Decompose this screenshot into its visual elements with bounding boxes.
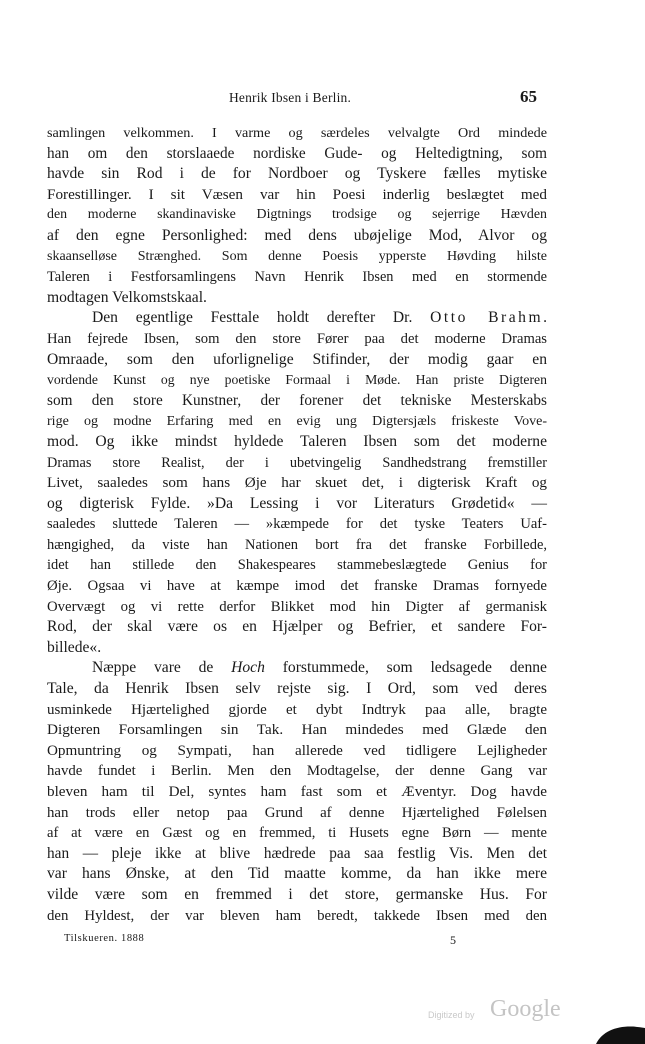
text-line: saaledes sluttede Taleren — »kæmpede for det tyske Teaters Uaf- (47, 516, 547, 533)
text-line: vordende Kunst og nye poetiske Formaal i Møde. Han priste Digteren (47, 372, 547, 388)
body-text (47, 123, 547, 926)
text-line: vilde være som en fremmed i det store, germanske Hus. For (47, 885, 547, 903)
signature-number: 5 (450, 933, 456, 947)
watermark-prefix: Digitized by (428, 1010, 475, 1020)
text-line: mod. Og ikke mindst hyldede Taleren Ibsen som det moderne (47, 432, 547, 450)
text-line: samlingen velkommen. I varme og særdeles velvalgte Ord mindede (47, 125, 547, 141)
italic-word: Hoch (231, 659, 265, 677)
paragraph-opening-line: Den egentlige Festtale holdt derefter Dr. Otto Brahm. (92, 309, 547, 327)
text-line: som den store Kunstner, der forener det tekniske Mesterskabs (47, 391, 547, 409)
page-number: 65 (520, 87, 537, 106)
corner-curl-shape (590, 1018, 645, 1044)
text-line: den Hyldest, der var bleven ham beredt, takkede Ibsen med den (47, 907, 547, 924)
text-line: han — pleje ikke at blive hædrede paa saa festlig Vis. Men det (47, 844, 547, 862)
paragraph-opening-line: Næppe vare de Hoch forstummede, som ledsagede denne (92, 659, 547, 677)
text-line: Han fejrede Ibsen, som den store Fører paa det moderne Dramas (47, 330, 547, 347)
text-line: Opmuntring og Sympati, han allerede ved tidligere Lejligheder (47, 741, 547, 759)
signature-mark: Tilskueren. 1888 (64, 933, 145, 944)
text-line: skaanselløse Strænghed. Som denne Poesis ypperste Høvding hilste (47, 248, 547, 264)
text-line: Omraade, som den uforlignelige Stifinder, der modig gaar en (47, 350, 547, 368)
text-line: Dramas store Realist, der i ubetvingelig Sandhedstrang fremstiller (47, 454, 547, 471)
text-line: Digteren Forsamlingen sin Tak. Han mindedes med Glæde den (47, 721, 547, 739)
text-line: rige og modne Erfaring med en evig ung Digtersjæls friskeste Vove- (47, 413, 547, 430)
text-line: havde sin Rod i de for Nordboer og Tyskere fælles mytiske (47, 165, 547, 183)
text-line: Overvægt og vi rette derfor Blikket mod hin Digter af germanisk (47, 598, 547, 615)
text-line: Livet, saaledes som hans Øje har skuet det, i digterisk Kraft og (47, 474, 547, 492)
text-line: Taleren i Festforsamlingens Navn Henrik Ibsen med en stormende (47, 269, 547, 286)
text-line: Rod, der skal være os en Hjælper og Befrier, et sandere For- (47, 618, 547, 636)
text-line: modtagen Velkomstskaal. (47, 288, 207, 306)
running-header (0, 87, 645, 110)
text-line: havde fundet i Berlin. Men den Modtagelse, der denne Gang var (47, 763, 547, 780)
text-line: var hans Ønske, at den Tid maatte komme, da han ikke mere (47, 865, 547, 883)
text-line: Tale, da Henrik Ibsen selv rejste sig. I Ord, som ved deres (47, 680, 547, 698)
text-line: han trods eller netop paa Grund af denne Hjærtelighed Følelsen (47, 804, 547, 821)
watermark-logo: Google (490, 996, 561, 1022)
text-line: den moderne skandinaviske Digtnings trodsige og sejerrige Hævden (47, 207, 547, 223)
text-line: af at være en Gæst og en fremmed, ti Husets egne Børn — mente (47, 825, 547, 842)
running-title: Henrik Ibsen i Berlin. (228, 90, 352, 105)
text-line: billede«. (47, 638, 102, 656)
text-line: af den egne Personlighed: med dens ubøjelige Mod, Alvor og (47, 226, 547, 244)
signature-footer (0, 933, 645, 949)
text-line: usminkede Hjærtelighed gjorde et dybt Indtryk paa alle, bragte (47, 701, 547, 718)
speaker-name: Otto Brahm (430, 309, 544, 327)
text-line: bleven ham til Del, syntes ham fast som et Æventyr. Dog havde (47, 783, 547, 800)
text-line: hængighed, da viste han Nationen bort fra det franske Forbillede, (47, 536, 547, 553)
text-line: idet han stillede den Shakespeares stammebeslægtede Genius for (47, 557, 547, 574)
text-line: og digterisk Fylde. »Da Lessing i vor Literaturs Grødetid« — (47, 494, 547, 512)
digitization-watermark (428, 996, 568, 1030)
text-line: Forestillinger. I sit Væsen var hin Poesi inderlig beslægtet med (47, 185, 547, 203)
text-line: han om den storslaaede nordiske Gude- og Heltedigtning, som (47, 144, 547, 162)
text-line: Øje. Ogsaa vi have at kæmpe imod det franske Dramas fornyede (47, 578, 547, 595)
